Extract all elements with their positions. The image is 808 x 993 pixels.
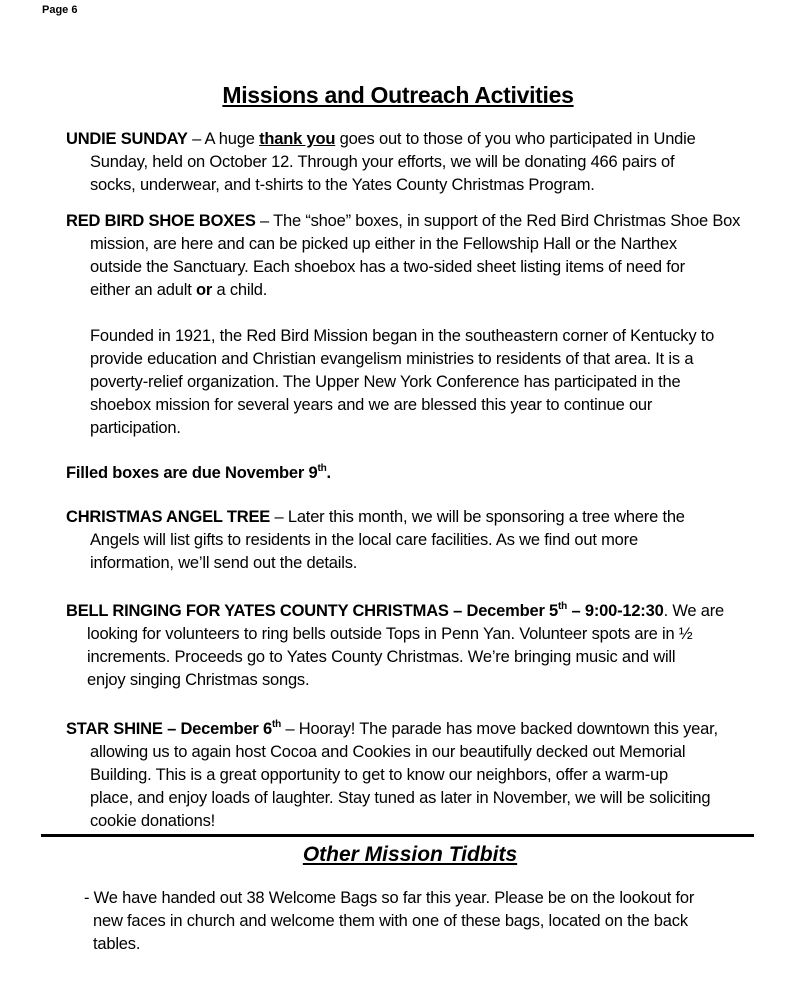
red-bird-history: Founded in 1921, the Red Bird Mission began in the southeastern corner of Kentucky to: [90, 327, 715, 345]
angel-tree-section: CHRISTMAS ANGEL TREE – Later this month, we will be sponsoring a tree where the Angels will list gifts to residents in the local care facilities. As we find out more information, we’ll send out the details.: [66, 508, 685, 572]
star-shine-section: STAR SHINE – December 6th – Hooray! The parade has move backed downtown this year, allowing us to again host Cocoa and Cookies in our beautifully decked out Memorial Building. This is a great opportunity to get to know our neighbors, offer a warm-up place, and enjoy loads of laughter. Stay tuned as later in November, we will be soliciting cookie donations!: [66, 719, 718, 830]
due-date-note: Filled boxes are due November 9th.: [66, 463, 331, 482]
tidbits-list: - We have handed out 38 Welcome Bags so far this year. Please be on the lookout for new faces in church and welcome them with one of these bags, located on the back tables.: [84, 887, 784, 956]
tidbits-title: Other Mission Tidbits: [302, 843, 518, 866]
bell-ringing-section: BELL RINGING FOR YATES COUNTY CHRISTMAS – December 5th – 9:00-12:30. We are looking for volunteers to ring bells outside Tops in Penn Yan. Volunteer spots are in ½ increments. Proceeds go to Yates County Christmas. We’re bringing music and will enjoy singing Christmas songs.: [66, 601, 725, 689]
star-shine-heading: STAR SHINE – December 6: [66, 720, 273, 738]
red-bird-section: RED BIRD SHOE BOXES – The “shoe” boxes, in support of the Red Bird Christmas Shoe Box mission, are here and can be picked up either in the Fellowship Hall or the Narthex outside the Sanctuary. Each shoebox has a two-sided sheet listing items of need for either an adult or a child. Founded in 1921, the Red Bird Mission began in the southeastern corner of Kentucky to provide education and Christian evangelism ministries to residents of that area. It is a poverty-relief organization. The Upper New York Conference has participated in the shoebox mission for several years and we are blessed this year to continue our participation. Filled boxes are due November 9th.: [66, 210, 766, 485]
page-title: Missions and Outreach Activities: [222, 82, 574, 108]
angel-tree-heading: CHRISTMAS ANGEL TREE: [66, 508, 271, 526]
thank-you-emphasis: thank you: [259, 130, 336, 148]
red-bird-heading: RED BIRD SHOE BOXES: [66, 212, 256, 230]
page-number: Page 6: [42, 4, 78, 16]
list-item: - We have handed out 38 Welcome Bags so far this year. Please be on the lookout for: [84, 889, 695, 907]
section-divider: [41, 834, 754, 837]
bell-ringing-heading: BELL RINGING FOR YATES COUNTY CHRISTMAS – December 5: [66, 602, 559, 620]
undie-sunday-heading: UNDIE SUNDAY: [66, 130, 188, 148]
undie-sunday-section: UNDIE SUNDAY – A huge thank you goes out to those of you who participated in Undie Sunday, held on October 12. Through your efforts, we will be donating 466 pairs of socks, underwear, and t-shirts to the Yates County Christmas Program.: [66, 130, 696, 194]
